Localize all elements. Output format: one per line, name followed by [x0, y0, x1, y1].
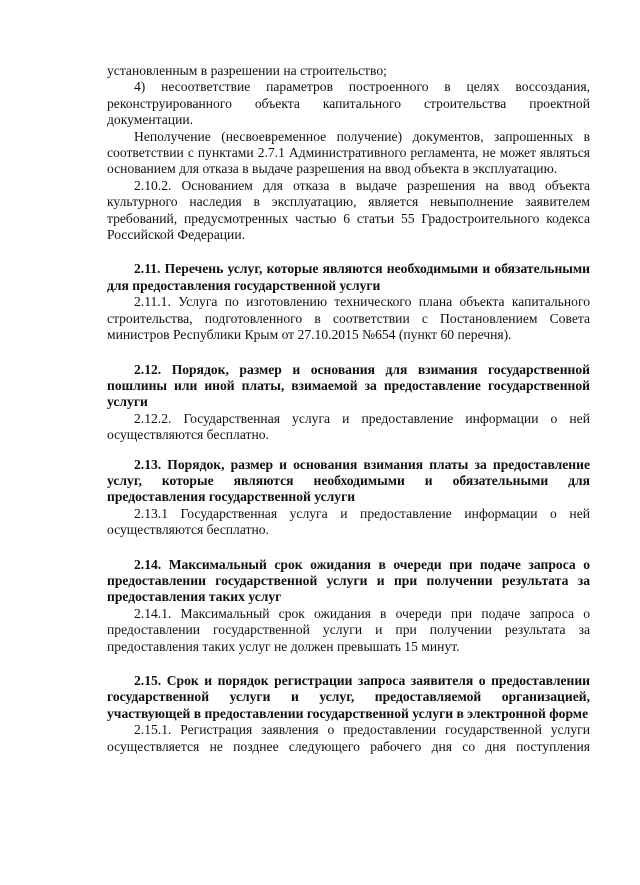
heading-2-15: 2.15. Срок и порядок регистрации запроса заявителя о предоставлении государственной услуги и услуг, предоставляемой организацией, участвующей в предоставлении государственной услуги в электронной форме — [107, 673, 590, 721]
heading-2-14: 2.14. Максимальный срок ожидания в очереди при подаче запроса о предоставлении государственной услуги и при получении результата за предоставления таких услуг — [107, 556, 590, 605]
heading-2-12: 2.12. Порядок, размер и основания для взимания государственной пошлины или иной платы, взимаемой за предоставление государственной услуги — [107, 361, 590, 410]
heading-2-11: 2.11. Перечень услуг, которые являются необходимыми и обязательными для предоставления государственной услуги — [107, 261, 590, 293]
paragraph-2-15-1: 2.15.1. Регистрация заявления о предоставлении государственной услуги осуществляется не позднее следующего рабочего дня со дня поступления — [107, 722, 590, 754]
heading-2-13: 2.13. Порядок, размер и основания взимания платы за предоставление услуг, которые являются необходимыми и обязательными для предоставления государственной услуги — [107, 456, 590, 505]
paragraph-documents-not-received: Неполучение (несвоевременное получение) документов, запрошенных в соответствии с пунктами 2.7.1 Административного регламента, не может являться основанием для отказа в выдаче разрешения на ввод объекта в эксплуатацию. — [107, 128, 590, 177]
paragraph-2-13-1: 2.13.1 Государственная услуга и предоставление информации о ней осуществляются бесплатно. — [107, 505, 590, 538]
paragraph-2-14-1: 2.14.1. Максимальный срок ожидания в очереди при подаче запроса о предоставлении государственной услуги и при получении результата за предоставления таких услуг не должен превышать 15 минут. — [107, 605, 590, 654]
paragraph-construction-permit-end: установленным в разрешении на строительство; — [107, 63, 387, 78]
paragraph-2-10-2: 2.10.2. Основанием для отказа в выдаче разрешения на ввод объекта культурного наследия в эксплуатацию, является невыполнение заявителем требований, предусмотренных частью 6 статьи 55 Градостроительного кодекса Российской Федерации. — [107, 177, 590, 243]
paragraph-item-4: 4) несоответствие параметров построенного в целях воссоздания, реконструированного объекта капитального строительства проектной документации. — [107, 79, 590, 128]
document-page — [107, 63, 590, 755]
paragraph-2-11-1: 2.11.1. Услуга по изготовлению технического плана объекта капитального строительства, подготовленного в соответствии с Постановлением Совета министров Республики Крым от 27.10.2015 №654 (пункт 60 перечня). — [107, 294, 590, 343]
paragraph-2-12-2: 2.12.2. Государственная услуга и предоставление информации о ней осуществляются бесплатно. — [107, 410, 590, 443]
